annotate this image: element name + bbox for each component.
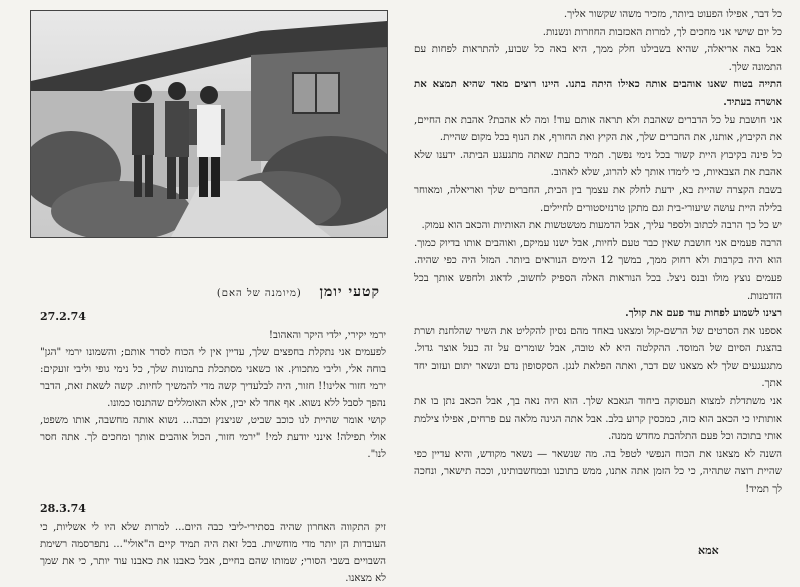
diary-entry: [40, 308, 386, 463]
letter-paragraph: בשבת הקצרה שהיית בא, ידעת לחלק את עצמך בין הבית, החברים שלך ואריאלה, ומאוחר בלילה היית עושה שיעורי-בית וגם מתקן טרנזיסטורים לחיילים.: [414, 184, 782, 214]
family-photo: [30, 10, 388, 238]
entry-date: 27.2.74: [40, 310, 86, 323]
entry-paragraph: זיק התקווה האחרון שהיה בסתירי-ליבי כבה היום... למרות שלא היו לי אשליות, כי העובדות הן יותר מדי מוחשיות. בכל זאת היה תמיד קיים ה"אולי"... נתפרסמה רשימת השבויים בשבי הסורי; שמותו שהם בחיים, אבל כאבנו את כאבנו עוד יותר, כי את שמך לא מצאנו.: [40, 522, 386, 584]
diary-heading: [40, 284, 380, 301]
letter-paragraph: כל פינה בקיבוץ היית קשור בכל נימי נפשך. תמיד כתבת שאתה מתגעגע הביתה. ידענו שלא אהבת את הצבאיות, כי לימדו אותך לא להרוג, שלא לאהוב.: [414, 149, 782, 179]
letter-paragraph: התייה בטוח שאנו אוהבים אותה כאילו היתה בתנו. היינו רוצים מאד שהיא תמצא את אושרה בעתיד.: [414, 78, 782, 108]
letter-paragraph: כל יום שישי אני מחכים לך, למרות האכזבות החוזרות ונשנות.: [542, 26, 782, 38]
letter-paragraph: אני משתדלת למצוא תעסוקה ביחוד הגאבא שלך. הוא היה נאה בך, אבל הכאב נתן בו את אותותיו כי הכאב הוא כזה, כמכסין קרוע בלב. אבל אתה הגינה מלאה עם פרחים, אפילו צילמת אותי בתוכה וכל פעם התלהבת מחדש ממנה.: [414, 396, 782, 443]
letter-text: [414, 6, 782, 566]
entry-paragraph: לפעמים אני נתקלת בחפצים שלך, עדיין אין לי הכוח לסדר אותם; והשמונו ירמי "הגן" בוחה אלי, וליבי מתכווץ. או כשאני מסתכלת בתמונות שלך, כל נימי גופי וליבי זועקים: ירמי חזור אלינו!! חזור, היה לבלעדיך קשה מדי להמשיך לחיות. קשה לשאת זאת, הדבר נהפך לסבל ללא נשוא. אף אחד לא יבין, אלא האומללים שהתנסו כמונו.: [40, 347, 386, 409]
diary-entry: [40, 500, 386, 587]
letter-paragraph: אני חושבת על כל הדברים שאהבת ולא תראה אותם עוד! ומה לא אהבת? אהבת את החיים, את הקיבוץ, אותנו, את החברים שלך, את הקיץ ואת החורף, את הנוף בכל מקום שהיית.: [414, 114, 782, 144]
entry-date: 28.3.74: [40, 502, 86, 515]
entry-paragraph: ירמי יקירי, ילדי היקר והאהוב!: [268, 330, 386, 341]
letter-paragraph: אבל באה אריאלה, שהיא בשבילנו חלק ממך, היא באה כל שבוע, להתראות לפחות עם התמונה שלך.: [414, 44, 782, 73]
letter-paragraph: כל דבר, אפילו הפעוט ביותר, מזכיר משהו שקשור אליך.: [563, 9, 782, 20]
diary-title: קטעי יומן: [319, 284, 380, 300]
letter-paragraph: השנה לא מצאנו את הכוח הנפשי לטפל בה. מה שנשאר — נשאר מקודש, והיא עדיין כפי שהיית רוצה שתהיה, כי כל הזמן אתה אתנו, ממש בתוכנו ובמחשבותינו, וככה תישאר, ונחכה לך תמיד!: [414, 448, 782, 496]
letter-signature: אמא: [698, 544, 719, 557]
letter-paragraph: רצינו לשמוע לפחות עוד פעם את קולך.: [625, 307, 782, 320]
diary-subtitle: (מיומנה של האם): [216, 288, 302, 299]
letter-paragraph: יש כל כך הרבה לכתוב ולספר עליך, אבל הדמעות מטשטשות את האותיות והכאב הוא עמוק.: [421, 220, 782, 232]
letter-paragraph: הרבה פעמים אני חושבת שאין כבר טעם לחיות, אבל ישנו עמיקם, ואוהבים אותו בדיוק כמוך. הוא היה בקרבות ולא רחוק ממך, במשך 12 הימים הנוראים ביותר. המזל היה כפי שהיה. פעמים נוצץ מולו ובנס ניצל. בכל הנוראות האלה הספיק לחשוב, לדאוג ולחפש אותך בכל הזדמנות.: [414, 237, 782, 302]
letter-paragraph: אספנו את הסרטים של הרשם-קול ומצאנו באחד מהם נסיון להקליט את השיר שהלחנת ושרת בהצגת הסיום של המוסד. ההקלטה היא לא טובה, אבל שומרים על זה כעל אוצר גדול. מתגעגעים שלך לא מצאנו שם דבר, ואתה הפלאת לנגן. הסקסופון נדם ונשאר יתום ועזוב יחד אתך.: [414, 325, 782, 390]
entry-paragraph: קושי אומר שהיית לנו כוכב שביט, שניצנץ וכבה... נשוא אותה מחשבה, אותו משפט, אולי תפילה! אינני יודעת למי! "ירמי חזור, הכול אוהבים אותך ומחכים לך. אתה חסר לנו".: [40, 415, 386, 460]
